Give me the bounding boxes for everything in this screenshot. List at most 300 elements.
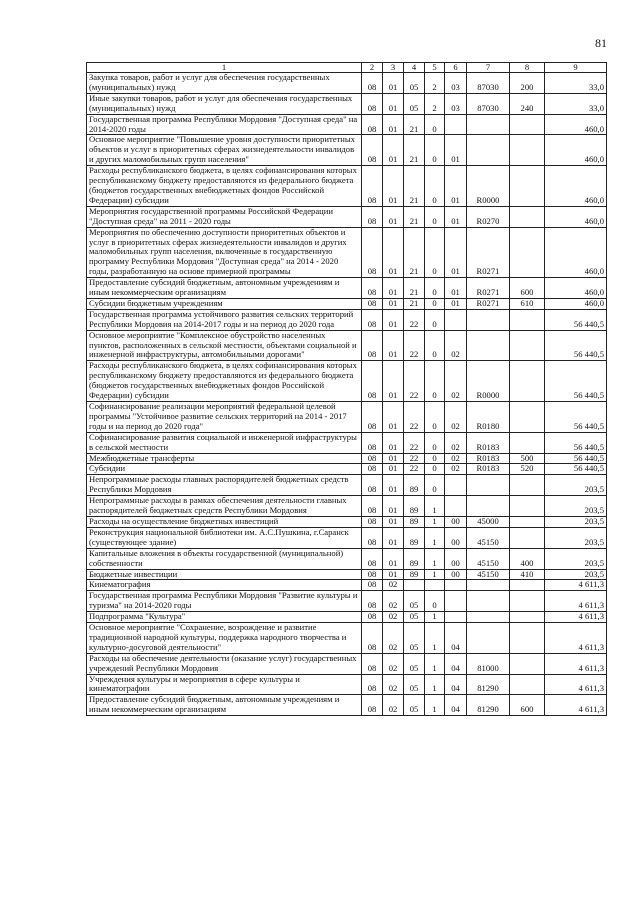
row-amount: 460,0 xyxy=(545,227,607,278)
row-code-5: 0 xyxy=(425,330,445,361)
row-code-6: 01 xyxy=(445,166,467,207)
row-name-cell: Государственная программа Республики Мордовия "Развитие культуры и туризма" на 2014-2020 годы xyxy=(87,591,362,612)
row-code-3: 01 xyxy=(383,569,404,580)
row-name-cell: Непрограммные расходы в рамках обеспечения деятельности главных распорядителей бюджетных средств Республики Мордовия xyxy=(87,496,362,517)
row-code-7: 45150 xyxy=(467,548,510,569)
row-code-3: 01 xyxy=(383,475,404,496)
row-code-4: 05 xyxy=(404,73,425,94)
row-amount: 203,5 xyxy=(545,475,607,496)
row-code-8 xyxy=(510,674,545,695)
row-code-3: 01 xyxy=(383,93,404,114)
row-code-5: 0 xyxy=(425,591,445,612)
row-code-5: 0 xyxy=(425,361,445,402)
row-code-6 xyxy=(445,114,467,135)
row-code-5: 1 xyxy=(425,674,445,695)
row-amount: 460,0 xyxy=(545,298,607,309)
row-code-7: 45000 xyxy=(467,516,510,527)
row-code-5 xyxy=(425,580,445,591)
row-code-4: 89 xyxy=(404,548,425,569)
row-name-cell: Основное мероприятие "Комплексное обустройство населенных пунктов, расположенных в сельской местности, объектами социальной и инженерной инфраструктуры, автомобильными дорогами" xyxy=(87,330,362,361)
row-code-3: 01 xyxy=(383,453,404,464)
header-col-9: 9 xyxy=(545,63,607,73)
table-row xyxy=(87,496,607,517)
row-code-2: 08 xyxy=(362,73,383,94)
row-code-6: 04 xyxy=(445,695,467,716)
row-code-4: 22 xyxy=(404,464,425,475)
row-code-2: 08 xyxy=(362,166,383,207)
row-code-6: 02 xyxy=(445,453,467,464)
row-code-8: 410 xyxy=(510,569,545,580)
table-row xyxy=(87,612,607,623)
header-col-8: 8 xyxy=(510,63,545,73)
row-code-7: R0271 xyxy=(467,298,510,309)
row-code-4: 89 xyxy=(404,527,425,548)
row-name-cell: Межбюджетные трансферты xyxy=(87,453,362,464)
row-code-5: 0 xyxy=(425,309,445,330)
row-code-2: 08 xyxy=(362,569,383,580)
row-amount: 33,0 xyxy=(545,73,607,94)
row-code-5: 0 xyxy=(425,114,445,135)
row-code-3: 01 xyxy=(383,516,404,527)
table-row xyxy=(87,402,607,433)
row-code-4: 21 xyxy=(404,298,425,309)
row-code-5: 1 xyxy=(425,496,445,517)
row-code-8 xyxy=(510,612,545,623)
row-amount: 203,5 xyxy=(545,496,607,517)
header-col-1: 1 xyxy=(87,63,362,73)
row-code-8: 500 xyxy=(510,453,545,464)
row-code-8 xyxy=(510,135,545,166)
row-code-8 xyxy=(510,309,545,330)
row-code-7 xyxy=(467,496,510,517)
row-code-3: 02 xyxy=(383,695,404,716)
row-code-6: 02 xyxy=(445,361,467,402)
row-code-4: 89 xyxy=(404,516,425,527)
table-row xyxy=(87,298,607,309)
row-code-4: 89 xyxy=(404,475,425,496)
table-row xyxy=(87,114,607,135)
row-code-6: 01 xyxy=(445,278,467,299)
row-code-4: 21 xyxy=(404,135,425,166)
row-amount: 460,0 xyxy=(545,114,607,135)
row-code-6: 04 xyxy=(445,674,467,695)
row-code-2: 08 xyxy=(362,674,383,695)
row-code-8: 520 xyxy=(510,464,545,475)
row-code-8 xyxy=(510,653,545,674)
row-code-6: 02 xyxy=(445,330,467,361)
row-code-3: 01 xyxy=(383,73,404,94)
table-body xyxy=(87,73,607,716)
row-code-8 xyxy=(510,114,545,135)
header-col-4: 4 xyxy=(404,63,425,73)
row-code-4: 22 xyxy=(404,361,425,402)
row-code-3: 01 xyxy=(383,114,404,135)
row-code-7: R0270 xyxy=(467,206,510,227)
table-row xyxy=(87,73,607,94)
row-code-4: 21 xyxy=(404,206,425,227)
row-code-5: 1 xyxy=(425,612,445,623)
row-code-3: 01 xyxy=(383,206,404,227)
row-amount: 56 440,5 xyxy=(545,453,607,464)
row-code-6 xyxy=(445,309,467,330)
row-code-3: 01 xyxy=(383,298,404,309)
row-code-5: 0 xyxy=(425,432,445,453)
table-row xyxy=(87,527,607,548)
row-code-5: 1 xyxy=(425,527,445,548)
row-code-7: R0000 xyxy=(467,361,510,402)
row-code-6: 00 xyxy=(445,516,467,527)
row-code-6: 01 xyxy=(445,298,467,309)
row-code-6: 03 xyxy=(445,93,467,114)
row-code-4: 05 xyxy=(404,674,425,695)
row-name-cell: Непрограммные расходы главных распорядителей бюджетных средств Республики Мордовия xyxy=(87,475,362,496)
row-amount: 460,0 xyxy=(545,135,607,166)
row-code-5: 1 xyxy=(425,516,445,527)
row-code-7 xyxy=(467,612,510,623)
row-code-3: 02 xyxy=(383,580,404,591)
row-name-cell: Основное мероприятие "Повышение уровня доступности приоритетных объектов и услуг в приоритетных сферах жизнедеятельности инвалидов и других маломобильных групп населения" xyxy=(87,135,362,166)
row-code-8: 240 xyxy=(510,93,545,114)
row-code-5: 2 xyxy=(425,73,445,94)
table-row xyxy=(87,453,607,464)
row-name-cell: Учреждения культуры и мероприятия в сфере культуры и кинематографии xyxy=(87,674,362,695)
row-amount: 203,5 xyxy=(545,569,607,580)
table-row xyxy=(87,166,607,207)
row-code-3: 02 xyxy=(383,612,404,623)
row-name-cell: Мероприятия по обеспечению доступности приоритетных объектов и услуг в приоритетных сферах жизнедеятельности инвалидов и других маломобильных групп населения, включенные в государственную программу Республики Мордовия "Доступная среда" на 2014 - 2020 годы, разработанную на основе примерной программы xyxy=(87,227,362,278)
row-code-3: 01 xyxy=(383,166,404,207)
row-code-7: R0000 xyxy=(467,166,510,207)
row-code-7: R0271 xyxy=(467,227,510,278)
row-code-6: 04 xyxy=(445,653,467,674)
row-code-3: 01 xyxy=(383,527,404,548)
table-row xyxy=(87,227,607,278)
row-code-5: 0 xyxy=(425,402,445,433)
row-code-2: 08 xyxy=(362,402,383,433)
row-code-4: 89 xyxy=(404,496,425,517)
table-row xyxy=(87,516,607,527)
table-row xyxy=(87,330,607,361)
row-code-4: 22 xyxy=(404,453,425,464)
row-name-cell: Кинематография xyxy=(87,580,362,591)
row-code-3: 01 xyxy=(383,330,404,361)
row-code-8 xyxy=(510,591,545,612)
row-code-2: 08 xyxy=(362,330,383,361)
row-code-3: 01 xyxy=(383,432,404,453)
row-code-8 xyxy=(510,432,545,453)
row-code-4 xyxy=(404,580,425,591)
row-code-2: 08 xyxy=(362,591,383,612)
row-name-cell: Государственная программа Республики Мордовия "Доступная среда" на 2014-2020 годы xyxy=(87,114,362,135)
row-code-4: 21 xyxy=(404,278,425,299)
header-col-6: 6 xyxy=(445,63,467,73)
row-amount: 460,0 xyxy=(545,206,607,227)
table-row xyxy=(87,623,607,654)
row-amount: 203,5 xyxy=(545,516,607,527)
row-code-5: 0 xyxy=(425,166,445,207)
row-code-2: 08 xyxy=(362,114,383,135)
row-name-cell: Предоставление субсидий бюджетным, автономным учреждениям и иным некоммерческим организациям xyxy=(87,695,362,716)
table-row xyxy=(87,464,607,475)
row-code-8: 600 xyxy=(510,695,545,716)
row-amount: 4 611,3 xyxy=(545,580,607,591)
row-code-7 xyxy=(467,475,510,496)
row-amount: 4 611,3 xyxy=(545,612,607,623)
row-code-8 xyxy=(510,516,545,527)
row-code-6: 00 xyxy=(445,527,467,548)
row-name-cell: Государственная программа устойчивого развития сельских территорий Республики Мордовия на 2014-2017 годы и на период до 2020 года xyxy=(87,309,362,330)
row-code-3: 01 xyxy=(383,548,404,569)
row-code-2: 08 xyxy=(362,548,383,569)
row-code-5: 0 xyxy=(425,278,445,299)
row-code-8 xyxy=(510,580,545,591)
row-code-3: 01 xyxy=(383,135,404,166)
row-amount: 4 611,3 xyxy=(545,623,607,654)
row-amount: 56 440,5 xyxy=(545,464,607,475)
row-code-8 xyxy=(510,496,545,517)
row-code-6: 02 xyxy=(445,432,467,453)
row-code-3: 02 xyxy=(383,653,404,674)
table-row xyxy=(87,475,607,496)
row-code-8 xyxy=(510,527,545,548)
row-code-7 xyxy=(467,114,510,135)
row-amount: 203,5 xyxy=(545,527,607,548)
table-row xyxy=(87,591,607,612)
table-row xyxy=(87,432,607,453)
row-code-5: 2 xyxy=(425,93,445,114)
row-code-7: 81000 xyxy=(467,653,510,674)
row-code-6 xyxy=(445,612,467,623)
row-code-7: 87030 xyxy=(467,93,510,114)
row-amount: 4 611,3 xyxy=(545,695,607,716)
row-code-6: 01 xyxy=(445,135,467,166)
row-code-2: 08 xyxy=(362,298,383,309)
row-code-2: 08 xyxy=(362,527,383,548)
row-code-6 xyxy=(445,591,467,612)
row-code-2: 08 xyxy=(362,653,383,674)
row-code-3: 01 xyxy=(383,361,404,402)
row-code-4: 05 xyxy=(404,612,425,623)
row-code-5: 1 xyxy=(425,548,445,569)
row-code-7 xyxy=(467,580,510,591)
row-amount: 4 611,3 xyxy=(545,653,607,674)
row-code-7: R0271 xyxy=(467,278,510,299)
row-name-cell: Софинансирование реализации мероприятий федеральной целевой программы "Устойчивое развитие сельских территорий на 2014 - 2017 годы и на период до 2020 года" xyxy=(87,402,362,433)
row-code-7 xyxy=(467,591,510,612)
row-code-6: 03 xyxy=(445,73,467,94)
row-code-7: R0183 xyxy=(467,432,510,453)
row-code-4: 05 xyxy=(404,695,425,716)
header-col-5: 5 xyxy=(425,63,445,73)
row-code-4: 22 xyxy=(404,309,425,330)
row-amount: 56 440,5 xyxy=(545,402,607,433)
row-code-6: 01 xyxy=(445,206,467,227)
row-code-8 xyxy=(510,330,545,361)
row-code-2: 08 xyxy=(362,496,383,517)
row-code-7 xyxy=(467,309,510,330)
row-code-6: 02 xyxy=(445,464,467,475)
row-code-3: 01 xyxy=(383,402,404,433)
row-code-4: 05 xyxy=(404,653,425,674)
row-code-5: 0 xyxy=(425,135,445,166)
row-code-5: 1 xyxy=(425,569,445,580)
row-code-7 xyxy=(467,330,510,361)
row-code-8: 600 xyxy=(510,278,545,299)
row-name-cell: Иные закупки товаров, работ и услуг для обеспечения государственных (муниципальных) нужд xyxy=(87,93,362,114)
table-row xyxy=(87,674,607,695)
row-code-3: 01 xyxy=(383,278,404,299)
row-amount: 56 440,5 xyxy=(545,361,607,402)
row-name-cell: Расходы республиканского бюджета, в целях софинансирования которых республиканскому бюджету предоставляются из федерального бюджета (бюджетов государственных внебюджетных фондов Российской Федерации) субсидии xyxy=(87,361,362,402)
row-code-7: R0183 xyxy=(467,453,510,464)
header-col-7: 7 xyxy=(467,63,510,73)
row-code-4: 21 xyxy=(404,114,425,135)
budget-table xyxy=(86,62,607,716)
row-name-cell: Мероприятия государственной программы Российской Федерации "Доступная среда" на 2011 - 2020 годы xyxy=(87,206,362,227)
row-code-8: 200 xyxy=(510,73,545,94)
row-code-8 xyxy=(510,227,545,278)
row-code-6 xyxy=(445,580,467,591)
row-code-5: 0 xyxy=(425,298,445,309)
row-code-7: 81290 xyxy=(467,695,510,716)
row-code-3: 02 xyxy=(383,623,404,654)
header-col-2: 2 xyxy=(362,63,383,73)
row-code-8 xyxy=(510,361,545,402)
row-code-3: 01 xyxy=(383,496,404,517)
table-row xyxy=(87,361,607,402)
row-code-2: 08 xyxy=(362,516,383,527)
row-code-3: 02 xyxy=(383,591,404,612)
table-row xyxy=(87,569,607,580)
row-code-6: 04 xyxy=(445,623,467,654)
row-name-cell: Подпрограмма "Культура" xyxy=(87,612,362,623)
row-name-cell: Бюджетные инвестиции xyxy=(87,569,362,580)
row-code-7: 45150 xyxy=(467,527,510,548)
row-code-7: 87030 xyxy=(467,73,510,94)
row-code-6: 01 xyxy=(445,227,467,278)
table-row xyxy=(87,309,607,330)
row-code-7 xyxy=(467,135,510,166)
row-name-cell: Реконструкция национальной библиотеки им. А.С.Пушкина, г.Саранск (существующее здание) xyxy=(87,527,362,548)
row-code-7: R0183 xyxy=(467,464,510,475)
row-code-6: 00 xyxy=(445,569,467,580)
row-code-5: 0 xyxy=(425,453,445,464)
row-code-5: 0 xyxy=(425,206,445,227)
row-code-5: 1 xyxy=(425,653,445,674)
row-code-2: 08 xyxy=(362,612,383,623)
row-name-cell: Основное мероприятие "Сохранение, возрождение и развитие традиционной народной культуры, поддержка народного творчества и культурно-досуговой деятельности" xyxy=(87,623,362,654)
row-code-4: 21 xyxy=(404,227,425,278)
row-code-2: 08 xyxy=(362,135,383,166)
row-code-5: 1 xyxy=(425,695,445,716)
row-code-2: 08 xyxy=(362,453,383,464)
row-code-6 xyxy=(445,475,467,496)
row-code-8: 400 xyxy=(510,548,545,569)
row-amount: 203,5 xyxy=(545,548,607,569)
table-row xyxy=(87,135,607,166)
row-amount: 56 440,5 xyxy=(545,309,607,330)
row-code-8 xyxy=(510,402,545,433)
row-code-5: 0 xyxy=(425,475,445,496)
row-code-2: 08 xyxy=(362,432,383,453)
row-code-4: 22 xyxy=(404,402,425,433)
row-code-8 xyxy=(510,166,545,207)
row-name-cell: Расходы на осуществление бюджетных инвестиций xyxy=(87,516,362,527)
row-code-4: 21 xyxy=(404,166,425,207)
row-code-6: 02 xyxy=(445,402,467,433)
row-code-2: 08 xyxy=(362,464,383,475)
row-code-7 xyxy=(467,623,510,654)
header-row xyxy=(87,63,607,73)
row-code-8 xyxy=(510,475,545,496)
row-code-2: 08 xyxy=(362,475,383,496)
row-name-cell: Расходы республиканского бюджета, в целях софинансирования которых республиканскому бюджету предоставляются из федерального бюджета (бюджетов государственных внебюджетных фондов Российской Федерации) субсидии xyxy=(87,166,362,207)
row-code-2: 08 xyxy=(362,206,383,227)
page-number: 81 xyxy=(595,36,607,50)
row-code-2: 08 xyxy=(362,695,383,716)
header-col-3: 3 xyxy=(383,63,404,73)
row-code-4: 22 xyxy=(404,432,425,453)
row-code-4: 05 xyxy=(404,93,425,114)
row-name-cell: Субсидии xyxy=(87,464,362,475)
row-code-4: 22 xyxy=(404,330,425,361)
table-row xyxy=(87,695,607,716)
row-name-cell: Софинансирование развития социальной и инженерной инфраструктуры в сельской местности xyxy=(87,432,362,453)
row-code-7: R0180 xyxy=(467,402,510,433)
row-name-cell: Закупка товаров, работ и услуг для обеспечения государственных (муниципальных) нужд xyxy=(87,73,362,94)
row-code-4: 89 xyxy=(404,569,425,580)
row-code-6 xyxy=(445,496,467,517)
row-code-2: 08 xyxy=(362,623,383,654)
row-code-2: 08 xyxy=(362,93,383,114)
row-amount: 4 611,3 xyxy=(545,674,607,695)
row-code-5: 1 xyxy=(425,623,445,654)
row-code-8 xyxy=(510,623,545,654)
row-code-8 xyxy=(510,206,545,227)
table-row xyxy=(87,548,607,569)
row-code-3: 01 xyxy=(383,464,404,475)
row-amount: 460,0 xyxy=(545,166,607,207)
row-name-cell: Субсидии бюджетным учреждениям xyxy=(87,298,362,309)
row-code-3: 01 xyxy=(383,309,404,330)
row-code-2: 08 xyxy=(362,309,383,330)
row-code-5: 0 xyxy=(425,227,445,278)
row-amount: 56 440,5 xyxy=(545,330,607,361)
row-amount: 4 611,3 xyxy=(545,591,607,612)
row-amount: 56 440,5 xyxy=(545,432,607,453)
row-code-2: 08 xyxy=(362,580,383,591)
table-row xyxy=(87,580,607,591)
row-code-4: 05 xyxy=(404,591,425,612)
row-code-4: 05 xyxy=(404,623,425,654)
row-code-2: 08 xyxy=(362,361,383,402)
table-row xyxy=(87,93,607,114)
row-name-cell: Предоставление субсидий бюджетным, автономным учреждениям и иным некоммерческим организациям xyxy=(87,278,362,299)
table-row xyxy=(87,278,607,299)
row-amount: 460,0 xyxy=(545,278,607,299)
row-code-3: 02 xyxy=(383,674,404,695)
row-name-cell: Капитальные вложения в объекты государственной (муниципальной) собственности xyxy=(87,548,362,569)
row-amount: 33,0 xyxy=(545,93,607,114)
row-code-5: 0 xyxy=(425,464,445,475)
row-code-7: 81290 xyxy=(467,674,510,695)
row-code-3: 01 xyxy=(383,227,404,278)
table-row xyxy=(87,653,607,674)
row-code-2: 08 xyxy=(362,227,383,278)
row-code-8: 610 xyxy=(510,298,545,309)
table-row xyxy=(87,206,607,227)
row-code-2: 08 xyxy=(362,278,383,299)
